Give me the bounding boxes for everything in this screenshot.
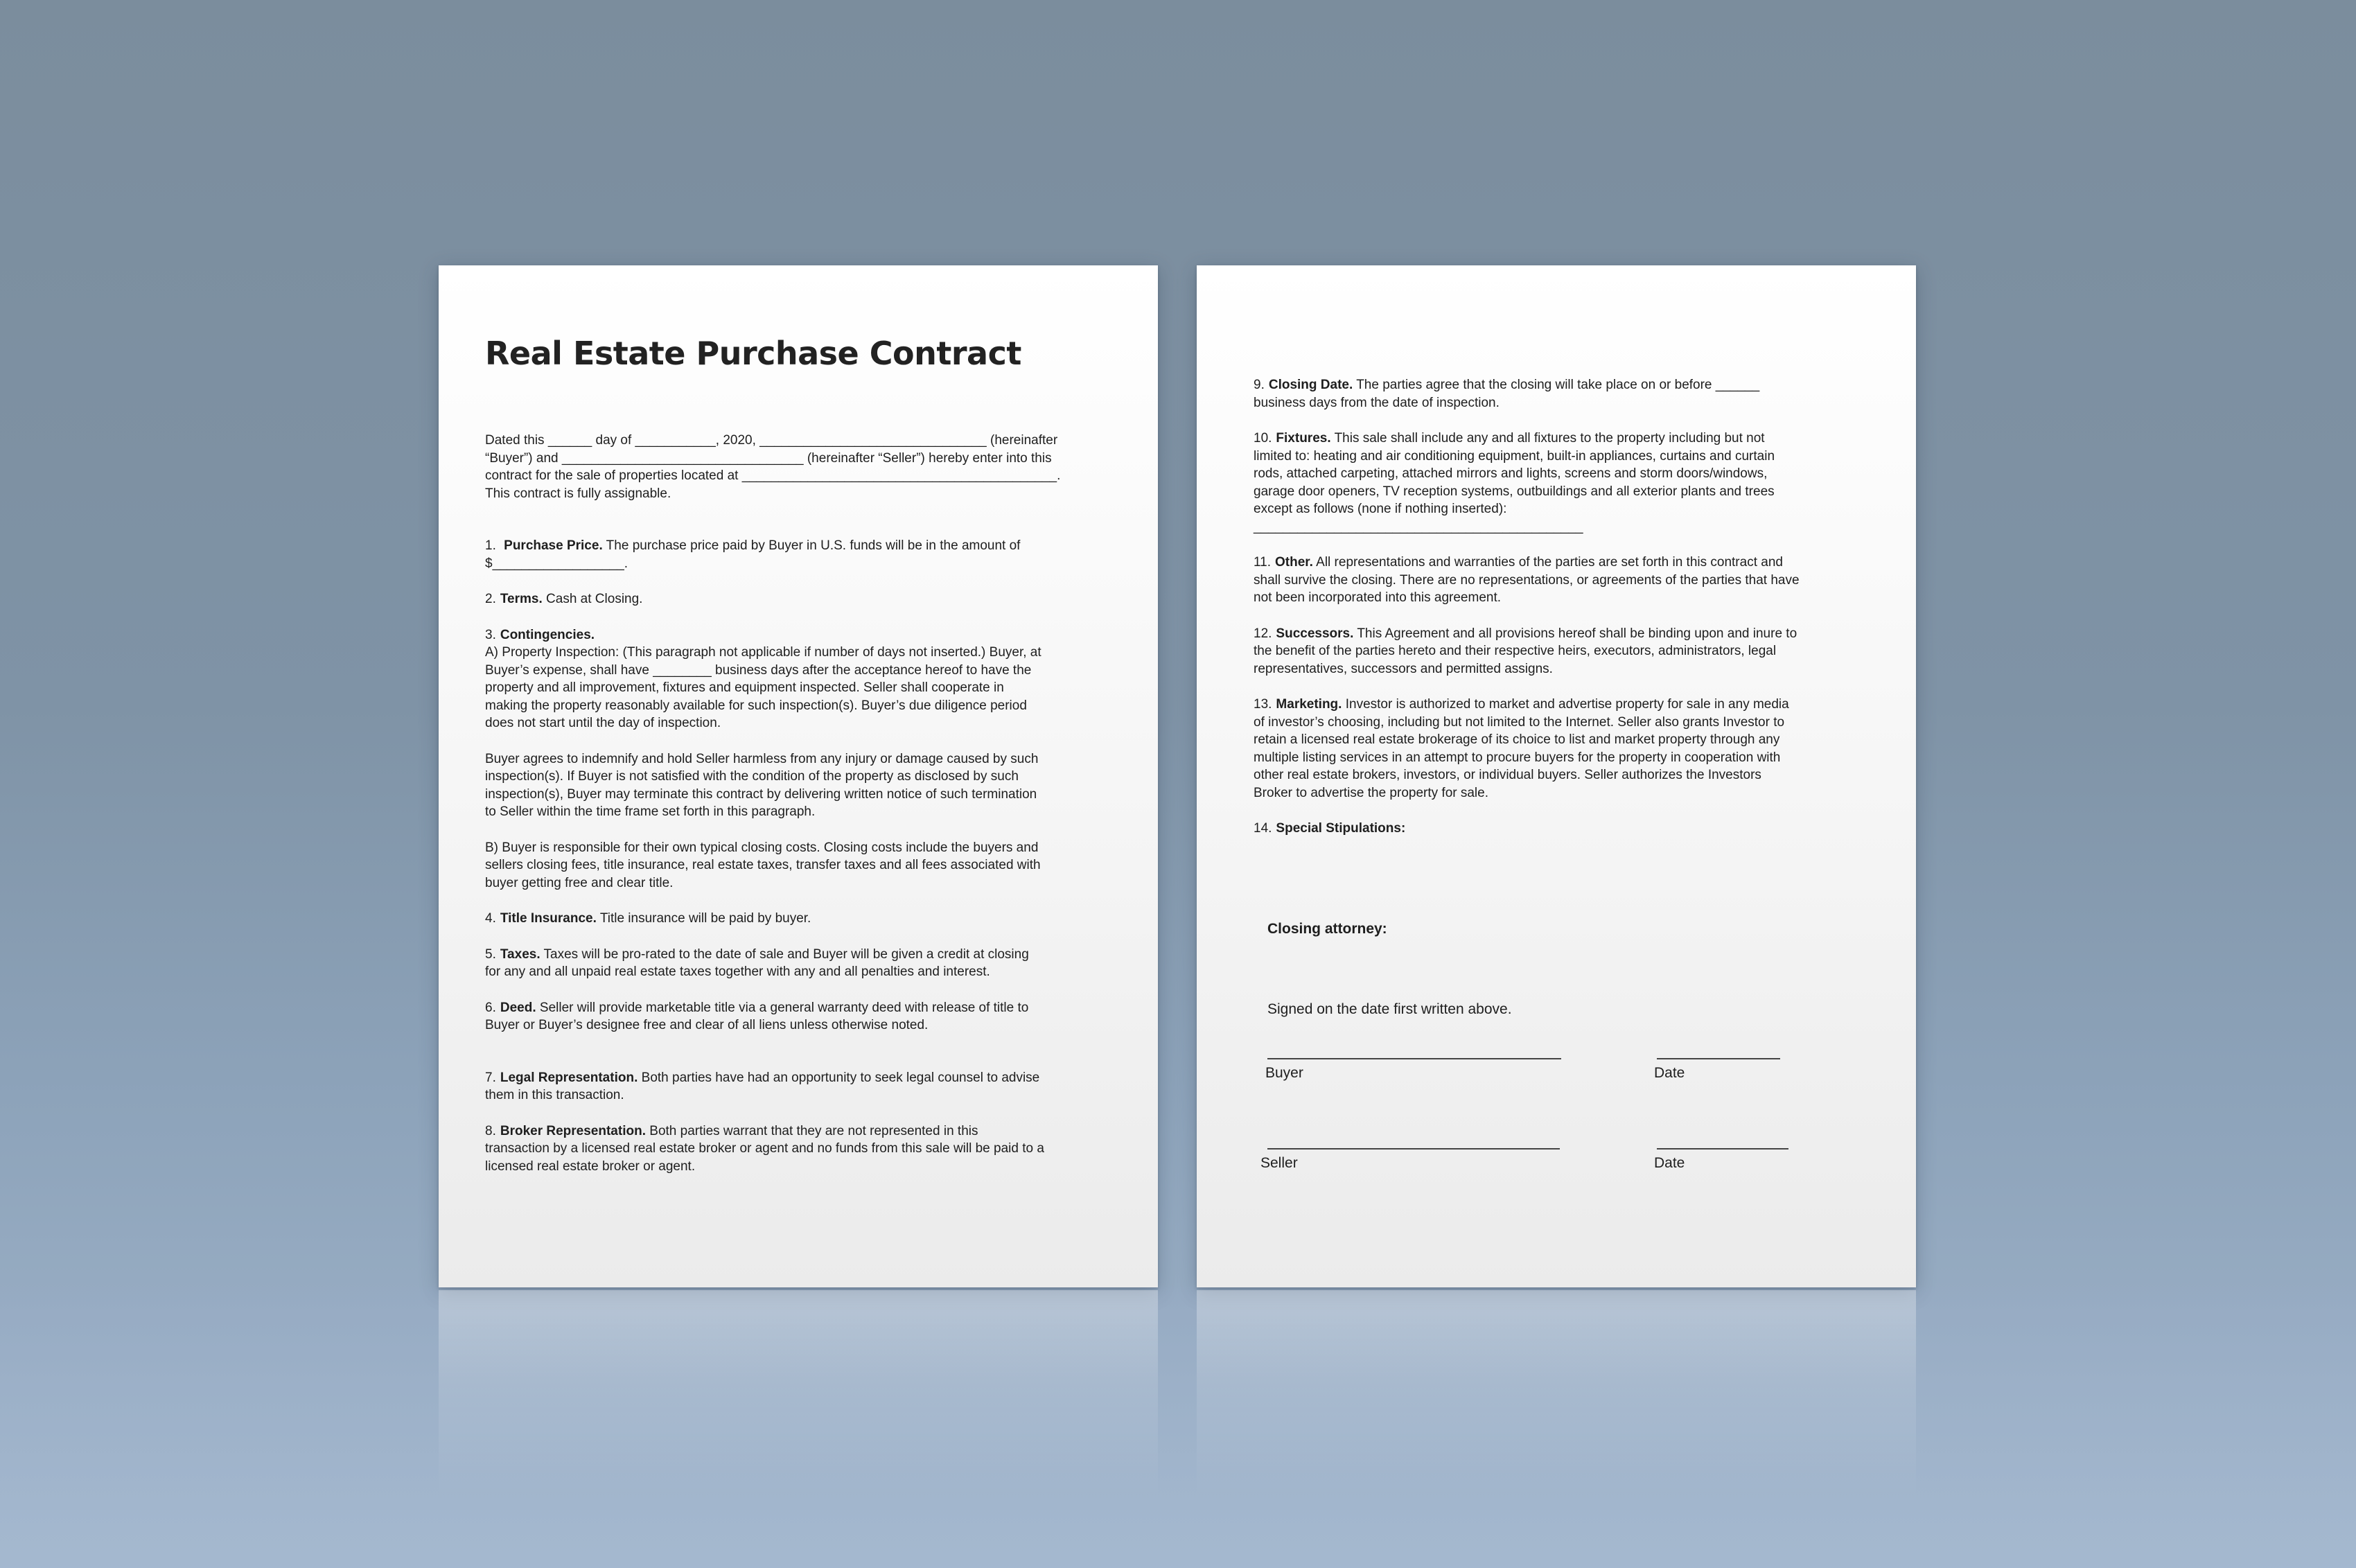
- floor-reflection: [0, 1287, 2356, 1568]
- section-number: 6.: [485, 1000, 496, 1015]
- contract-page-1: [439, 265, 1158, 1287]
- section-text: Buyer agrees to indemnify and hold Seller harmless from any injury or damage caused by such: [485, 751, 1039, 766]
- intro-line: “Buyer”) and _________________________________ (hereinafter “Seller”) hereby enter into this: [485, 450, 1052, 466]
- buyer-signature-line[interactable]: [1267, 1058, 1561, 1059]
- section-text: $__________________.: [485, 556, 628, 571]
- section-text: property and all improvement, fixtures and equipment inspected. Seller shall cooperate in: [485, 680, 1004, 695]
- section-number: 8.: [485, 1123, 496, 1138]
- section-text: limited to: heating and air conditioning equipment, built-in appliances, curtains and curtain: [1254, 448, 1775, 464]
- section-number: 12.: [1254, 626, 1272, 641]
- intro-line: This contract is fully assignable.: [485, 486, 671, 501]
- section-heading: Deed.: [500, 1000, 536, 1015]
- section-text: Both parties have had an opportunity to seek legal counsel to advise: [641, 1070, 1040, 1085]
- section-text: This Agreement and all provisions hereof shall be binding upon and inure to: [1357, 626, 1797, 641]
- document-title: Real Estate Purchase Contract: [485, 335, 1021, 372]
- section-text: B) Buyer is responsible for their own typical closing costs. Closing costs include the buyers and: [485, 840, 1039, 855]
- section-text: sellers closing fees, title insurance, real estate taxes, transfer taxes and all fees associated with: [485, 858, 1041, 872]
- page-2-reflection: [1197, 1290, 1916, 1498]
- section-text: inspection(s), Buyer may terminate this contract by delivering written notice of such termination: [485, 786, 1037, 802]
- section-heading: Legal Representation.: [500, 1070, 638, 1085]
- section-text: the benefit of the parties hereto and their respective heirs, executors, administrators, legal: [1254, 644, 1777, 658]
- section-number: 13.: [1254, 697, 1272, 712]
- section-text: Buyer’s expense, shall have ________ business days after the acceptance hereof to have the: [485, 662, 1032, 678]
- section-closing-date: [1254, 376, 1865, 412]
- closing-attorney-label: Closing attorney:: [1267, 920, 1387, 937]
- section-heading: Contingencies.: [500, 627, 595, 642]
- section-heading: Title Insurance.: [500, 911, 597, 926]
- section-text: inspection(s). If Buyer is not satisfied with the condition of the property as disclosed by such: [485, 769, 1019, 784]
- buyer-date-line[interactable]: [1657, 1058, 1780, 1059]
- section-text: Title insurance will be paid by buyer.: [599, 911, 811, 926]
- section-deed: [485, 999, 1125, 1034]
- page-1-reflection: [439, 1290, 1158, 1498]
- section-number: 10.: [1254, 431, 1272, 446]
- section-text: This sale shall include any and all fixtures to the property including but not: [1334, 431, 1765, 446]
- section-number: 1.: [485, 538, 496, 553]
- section-purchase-price: [485, 537, 1125, 572]
- blank-line: _____________________________________________: [1254, 519, 1583, 534]
- section-contingencies: [485, 626, 1125, 892]
- section-text: Both parties warrant that they are not represented in this: [649, 1123, 978, 1138]
- section-text: does not start until the day of inspection.: [485, 716, 721, 730]
- section-text: of investor’s choosing, including but not limited to the Internet. Seller also grants Investor to: [1254, 714, 1785, 730]
- section-legal-representation: [485, 1069, 1125, 1104]
- section-successors: [1254, 625, 1865, 678]
- section-fixtures: [1254, 430, 1865, 536]
- section-number: 2.: [485, 592, 496, 606]
- section-text: The parties agree that the closing will take place on or before ______: [1356, 378, 1760, 392]
- section-number: 7.: [485, 1070, 496, 1085]
- section-text: making the property reasonably available for such inspection(s). Buyer’s due diligence period: [485, 698, 1027, 713]
- section-heading: Purchase Price.: [504, 538, 603, 553]
- section-heading: Closing Date.: [1268, 378, 1353, 392]
- seller-date-label: Date: [1654, 1154, 1685, 1171]
- section-text: Cash at Closing.: [546, 592, 643, 606]
- section-text: transaction by a licensed real estate broker or agent and no funds from this sale will be paid to a: [485, 1141, 1044, 1156]
- section-heading: Marketing.: [1276, 697, 1342, 712]
- section-text: Broker to advertise the property for sale.: [1254, 785, 1488, 800]
- section-title-insurance: [485, 910, 1125, 928]
- section-number: 5.: [485, 946, 496, 962]
- section-text: rods, attached carpeting, attached mirrors and lights, screens and storm doors/windows,: [1254, 466, 1768, 481]
- section-text: Seller will provide marketable title via a general warranty deed with release of title to: [539, 1000, 1029, 1015]
- section-text: retain a licensed real estate brokerage of its choice to list and market property through any: [1254, 732, 1780, 747]
- section-number: 14.: [1254, 821, 1272, 836]
- seller-signature-line[interactable]: [1267, 1148, 1560, 1149]
- section-text: Taxes will be pro-rated to the date of sale and Buyer will be given a credit at closing: [543, 946, 1029, 962]
- section-text: licensed real estate broker or agent.: [485, 1159, 696, 1174]
- section-taxes: [485, 946, 1125, 981]
- section-text: them in this transaction.: [485, 1088, 624, 1102]
- section-heading: Terms.: [500, 592, 543, 606]
- section-text: to Seller within the time frame set forth in this paragraph.: [485, 804, 816, 819]
- seller-label: Seller: [1260, 1154, 1298, 1171]
- intro-paragraph: [485, 432, 1125, 502]
- section-terms: [485, 590, 1125, 608]
- section-text: Investor is authorized to market and advertise property for sale in any media: [1345, 697, 1789, 712]
- section-heading: Fixtures.: [1276, 431, 1331, 446]
- section-heading: Broker Representation.: [500, 1123, 646, 1138]
- section-text: not been incorporated into this agreement.: [1254, 590, 1502, 605]
- contract-page-2: [1197, 265, 1916, 1287]
- section-broker-representation: [485, 1122, 1125, 1176]
- section-text: garage door openers, TV reception systems, outbuildings and all exterior plants and trees: [1254, 484, 1775, 499]
- section-special-stipulations: [1254, 820, 1865, 838]
- buyer-label: Buyer: [1265, 1064, 1303, 1081]
- section-text: except as follows (none if nothing inserted):: [1254, 502, 1507, 516]
- section-text: shall survive the closing. There are no representations, or agreements of the parties that have: [1254, 572, 1800, 588]
- seller-date-line[interactable]: [1657, 1148, 1788, 1149]
- section-number: 4.: [485, 911, 496, 926]
- section-heading: Other.: [1275, 555, 1313, 570]
- section-heading: Special Stipulations:: [1276, 821, 1406, 836]
- intro-line: contract for the sale of properties located at ___________________________________________.: [485, 468, 1061, 483]
- section-text: The purchase price paid by Buyer in U.S. funds will be in the amount of: [606, 538, 1021, 553]
- section-number: 9.: [1254, 378, 1265, 392]
- signed-statement: Signed on the date first written above.: [1267, 1001, 1512, 1017]
- intro-line: Dated this ______ day of ___________, 2020, _______________________________ (hereinafter: [485, 433, 1058, 448]
- section-heading: Taxes.: [500, 946, 540, 962]
- section-text: other real estate brokers, investors, or individual buyers. Seller authorizes the Investors: [1254, 768, 1761, 782]
- section-number: 3.: [485, 627, 496, 642]
- signature-block: [1254, 921, 1865, 1198]
- section-marketing: [1254, 696, 1865, 802]
- section-text: for any and all unpaid real estate taxes together with any and all penalties and interest.: [485, 964, 990, 979]
- section-text: business days from the date of inspection.: [1254, 395, 1500, 410]
- section-other: [1254, 554, 1865, 607]
- buyer-date-label: Date: [1654, 1064, 1685, 1081]
- section-text: All representations and warranties of the parties are set forth in this contract and: [1316, 555, 1783, 570]
- section-text: buyer getting free and clear title.: [485, 875, 674, 890]
- section-heading: Successors.: [1276, 626, 1354, 641]
- section-text: A) Property Inspection: (This paragraph not applicable if number of days not inserted.) Buyer, at: [485, 645, 1041, 660]
- section-text: Buyer or Buyer’s designee free and clear of all liens unless otherwise noted.: [485, 1018, 929, 1032]
- section-number: 11.: [1254, 555, 1272, 570]
- section-text: representatives, successors and permitted assigns.: [1254, 661, 1553, 676]
- section-text: multiple listing services in an attempt to procure buyers for the property in cooperation with: [1254, 750, 1781, 765]
